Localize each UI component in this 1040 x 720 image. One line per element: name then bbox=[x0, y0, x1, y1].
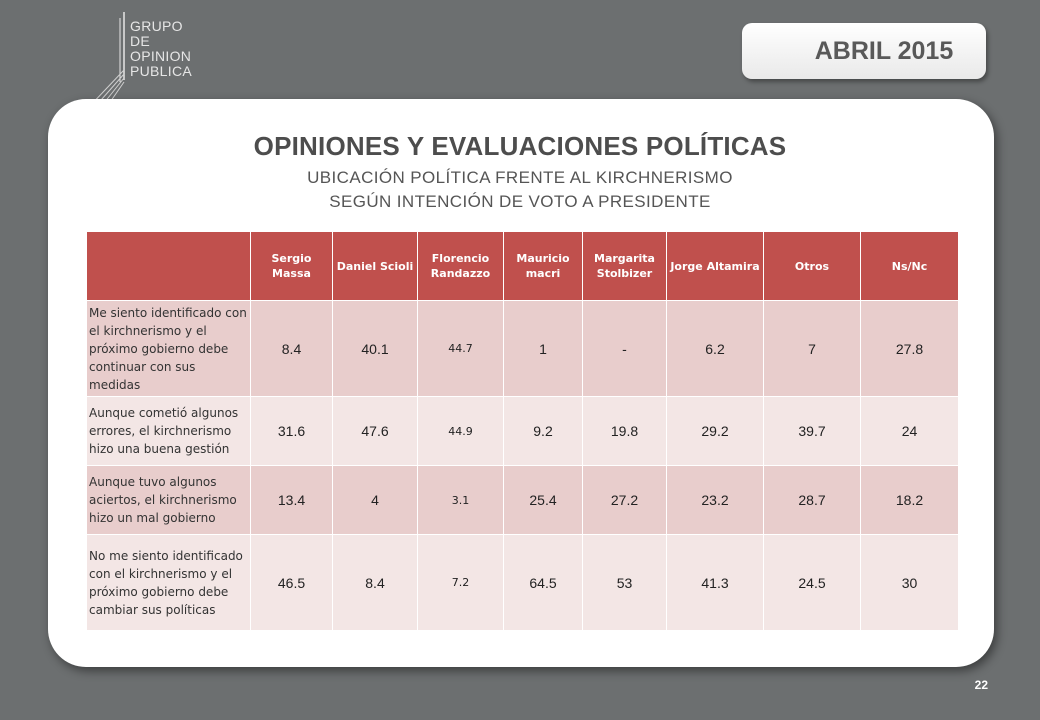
column-header: Daniel Scioli bbox=[333, 232, 418, 301]
table-cell: 53 bbox=[583, 535, 667, 631]
table-cell: 19.8 bbox=[583, 397, 667, 466]
table-cell: 39.7 bbox=[764, 397, 861, 466]
column-header: Ns/Nc bbox=[861, 232, 959, 301]
table-cell: 6.2 bbox=[667, 301, 764, 397]
table-cell: 27.2 bbox=[583, 466, 667, 535]
table-cell: 13.4 bbox=[251, 466, 333, 535]
table-cell: 4 bbox=[333, 466, 418, 535]
table-cell: 41.3 bbox=[667, 535, 764, 631]
table-cell: 31.6 bbox=[251, 397, 333, 466]
logo-text bbox=[130, 19, 192, 79]
column-header: Margarita Stolbizer bbox=[583, 232, 667, 301]
row-label: Aunque tuvo algunos aciertos, el kirchnerismo hizo un mal gobierno bbox=[87, 466, 251, 535]
logo-line: OPINION bbox=[130, 48, 192, 64]
table-cell: 27.8 bbox=[861, 301, 959, 397]
table-cell: 64.5 bbox=[504, 535, 583, 631]
table-cell: 24.5 bbox=[764, 535, 861, 631]
table-cell: 30 bbox=[861, 535, 959, 631]
subtitle-1: UBICACIÓN POLÍTICA FRENTE AL KIRCHNERISMO bbox=[307, 168, 733, 187]
table-cell: 25.4 bbox=[504, 466, 583, 535]
column-header: Mauricio macri bbox=[504, 232, 583, 301]
column-header: Otros bbox=[764, 232, 861, 301]
table-cell: 9.2 bbox=[504, 397, 583, 466]
table-cell: 23.2 bbox=[667, 466, 764, 535]
column-header: Florencio Randazzo bbox=[418, 232, 504, 301]
table-row bbox=[87, 466, 959, 535]
date-badge bbox=[742, 23, 986, 79]
table-cell: 1 bbox=[504, 301, 583, 397]
table-cell: - bbox=[583, 301, 667, 397]
page-number: 22 bbox=[974, 678, 988, 692]
table-row bbox=[87, 535, 959, 631]
table-cell: 3.1 bbox=[418, 466, 504, 535]
logo bbox=[84, 10, 214, 110]
row-label: Me siento identificado con el kirchnerismo y el próximo gobierno debe continuar con sus medidas bbox=[87, 301, 251, 397]
subtitle-2: SEGÚN INTENCIÓN DE VOTO A PRESIDENTE bbox=[329, 192, 711, 211]
table-row bbox=[87, 301, 959, 397]
results-table bbox=[86, 231, 959, 631]
table-cell: 47.6 bbox=[333, 397, 418, 466]
logo-line: PUBLICA bbox=[130, 63, 193, 79]
table-cell: 46.5 bbox=[251, 535, 333, 631]
column-header: Sergio Massa bbox=[251, 232, 333, 301]
table-cell: 8.4 bbox=[333, 535, 418, 631]
date-badge-label: ABRIL 2015 bbox=[814, 36, 954, 65]
row-label: No me siento identificado con el kirchnerismo y el próximo gobierno debe cambiar sus políticas bbox=[87, 535, 251, 631]
logo-line: DE bbox=[130, 33, 151, 49]
table-cell: 8.4 bbox=[251, 301, 333, 397]
table-cell: 7.2 bbox=[418, 535, 504, 631]
table-cell: 18.2 bbox=[861, 466, 959, 535]
row-label: Aunque cometió algunos errores, el kirchnerismo hizo una buena gestión bbox=[87, 397, 251, 466]
page-title: OPINIONES Y EVALUACIONES POLÍTICAS bbox=[253, 131, 787, 161]
table-cell: 29.2 bbox=[667, 397, 764, 466]
table-cell: 28.7 bbox=[764, 466, 861, 535]
table-cell: 24 bbox=[861, 397, 959, 466]
logo-line: GRUPO bbox=[130, 18, 183, 34]
logo-lines-icon bbox=[84, 10, 134, 110]
table-cell: 40.1 bbox=[333, 301, 418, 397]
column-header bbox=[87, 232, 251, 301]
table-cell: 7 bbox=[764, 301, 861, 397]
table-header-row bbox=[87, 232, 959, 301]
table-row bbox=[87, 397, 959, 466]
column-header: Jorge Altamira bbox=[667, 232, 764, 301]
table-cell: 44.9 bbox=[418, 397, 504, 466]
table-cell: 44.7 bbox=[418, 301, 504, 397]
